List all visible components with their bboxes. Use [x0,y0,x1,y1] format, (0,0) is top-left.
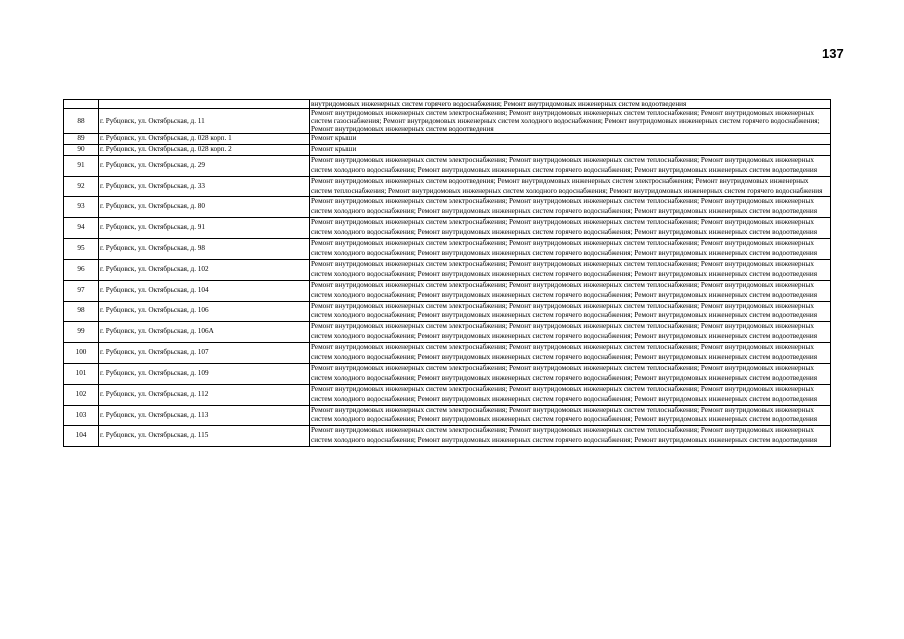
row-number [64,100,99,109]
row-address: г. Рубцовск, ул. Октябрьская, д. 80 [99,197,310,218]
table-row [64,197,831,218]
table-row [64,363,831,384]
table-row [64,301,831,322]
row-number: 104 [64,426,99,447]
table-row [64,259,831,280]
row-number: 101 [64,363,99,384]
table-row [64,218,831,239]
row-number: 98 [64,301,99,322]
row-address: г. Рубцовск, ул. Октябрьская, д. 028 корп. 1 [99,134,310,145]
row-number: 91 [64,155,99,176]
row-address: г. Рубцовск, ул. Октябрьская, д. 106 [99,301,310,322]
row-address: г. Рубцовск, ул. Октябрьская, д. 115 [99,426,310,447]
row-address: г. Рубцовск, ул. Октябрьская, д. 29 [99,155,310,176]
table-row [64,155,831,176]
row-address: г. Рубцовск, ул. Октябрьская, д. 104 [99,280,310,301]
row-works: Ремонт внутридомовых инженерных систем электроснабжения; Ремонт внутридомовых инженерных систем теплоснабжения; Ремонт внутридомовых инженерных систем холодного водоснабжения; Ремонт внутридомовых инженерных систем горячего водоснабжения; Ремонт внутридомовых инженерных систем водоотведения [310,343,831,364]
row-number: 94 [64,218,99,239]
table-row [64,343,831,364]
table-row [64,426,831,447]
table-row [64,239,831,260]
row-works: Ремонт внутридомовых инженерных систем электроснабжения; Ремонт внутридомовых инженерных систем теплоснабжения; Ремонт внутридомовых инженерных систем холодного водоснабжения; Ремонт внутридомовых инженерных систем горячего водоснабжения; Ремонт внутридомовых инженерных систем водоотведения [310,239,831,260]
row-works: Ремонт внутридомовых инженерных систем электроснабжения; Ремонт внутридомовых инженерных систем теплоснабжения; Ремонт внутридомовых инженерных систем холодного водоснабжения; Ремонт внутридомовых инженерных систем горячего водоснабжения; Ремонт внутридомовых инженерных систем водоотведения [310,322,831,343]
row-address: г. Рубцовск, ул. Октябрьская, д. 028 корп. 2 [99,144,310,155]
row-works: Ремонт внутридомовых инженерных систем электроснабжения; Ремонт внутридомовых инженерных систем теплоснабжения; Ремонт внутридомовых инженерных систем холодного водоснабжения; Ремонт внутридомовых инженерных систем горячего водоснабжения; Ремонт внутридомовых инженерных систем водоотведения [310,197,831,218]
row-number: 96 [64,259,99,280]
row-works: Ремонт внутридомовых инженерных систем электроснабжения; Ремонт внутридомовых инженерных систем теплоснабжения; Ремонт внутридомовых инженерных систем холодного водоснабжения; Ремонт внутридомовых инженерных систем горячего водоснабжения; Ремонт внутридомовых инженерных систем водоотведения [310,426,831,447]
row-works: Ремонт внутридомовых инженерных систем электроснабжения; Ремонт внутридомовых инженерных систем теплоснабжения; Ремонт внутридомовых инженерных систем холодного водоснабжения; Ремонт внутридомовых инженерных систем горячего водоснабжения; Ремонт внутридомовых инженерных систем водоотведения [310,384,831,405]
row-works: Ремонт внутридомовых инженерных систем электроснабжения; Ремонт внутридомовых инженерных систем теплоснабжения; Ремонт внутридомовых инженерных систем холодного водоснабжения; Ремонт внутридомовых инженерных систем горячего водоснабжения; Ремонт внутридомовых инженерных систем водоотведения [310,218,831,239]
row-number: 88 [64,109,99,134]
table-row [64,144,831,155]
row-address: г. Рубцовск, ул. Октябрьская, д. 102 [99,259,310,280]
page-number: 137 [822,46,844,61]
row-number: 93 [64,197,99,218]
row-number: 99 [64,322,99,343]
table-row [64,280,831,301]
row-address: г. Рубцовск, ул. Октябрьская, д. 112 [99,384,310,405]
table-row [64,384,831,405]
row-address [99,100,310,109]
repair-registry-table [63,99,831,447]
table-row [64,100,831,109]
table-row [64,134,831,145]
row-address: г. Рубцовск, ул. Октябрьская, д. 106А [99,322,310,343]
row-address: г. Рубцовск, ул. Октябрьская, д. 11 [99,109,310,134]
row-number: 92 [64,176,99,197]
row-address: г. Рубцовск, ул. Октябрьская, д. 107 [99,343,310,364]
row-works: Ремонт внутридомовых инженерных систем электроснабжения; Ремонт внутридомовых инженерных систем теплоснабжения; Ремонт внутридомовых инженерных систем холодного водоснабжения; Ремонт внутридомовых инженерных систем горячего водоснабжения; Ремонт внутридомовых инженерных систем водоотведения [310,405,831,426]
table-row [64,322,831,343]
row-works: Ремонт внутридомовых инженерных систем электроснабжения; Ремонт внутридомовых инженерных систем теплоснабжения; Ремонт внутридомовых инженерных систем холодного водоснабжения; Ремонт внутридомовых инженерных систем горячего водоснабжения; Ремонт внутридомовых инженерных систем водоотведения [310,301,831,322]
row-address: г. Рубцовск, ул. Октябрьская, д. 91 [99,218,310,239]
row-works: внутридомовых инженерных систем горячего водоснабжения; Ремонт внутридомовых инженерных систем водоотведения [310,100,831,109]
table-row [64,176,831,197]
row-works: Ремонт внутридомовых инженерных систем электроснабжения; Ремонт внутридомовых инженерных систем теплоснабжения; Ремонт внутридомовых инженерных систем газоснабжения; Ремонт внутридомовых инженерных систем холодного водоснабжения; Ремонт внутридомовых инженерных систем горячего водоснабжения; Ремонт внутридомовых инженерных систем водоотведения [310,109,831,134]
row-number: 97 [64,280,99,301]
row-works: Ремонт крыши [310,134,831,145]
row-number: 89 [64,134,99,145]
row-address: г. Рубцовск, ул. Октябрьская, д. 98 [99,239,310,260]
row-works: Ремонт внутридомовых инженерных систем электроснабжения; Ремонт внутридомовых инженерных систем теплоснабжения; Ремонт внутридомовых инженерных систем холодного водоснабжения; Ремонт внутридомовых инженерных систем горячего водоснабжения; Ремонт внутридомовых инженерных систем водоотведения [310,259,831,280]
row-address: г. Рубцовск, ул. Октябрьская, д. 109 [99,363,310,384]
row-number: 90 [64,144,99,155]
row-works: Ремонт внутридомовых инженерных систем электроснабжения; Ремонт внутридомовых инженерных систем теплоснабжения; Ремонт внутридомовых инженерных систем холодного водоснабжения; Ремонт внутридомовых инженерных систем горячего водоснабжения; Ремонт внутридомовых инженерных систем водоотведения [310,155,831,176]
row-works: Ремонт внутридомовых инженерных систем водоотведения; Ремонт внутридомовых инженерных систем электроснабжения; Ремонт внутридомовых инженерных систем теплоснабжения; Ремонт внутридомовых инженерных систем холодного водоснабжения; Ремонт внутридомовых инженерных систем горячего водоснабжения [310,176,831,197]
row-address: г. Рубцовск, ул. Октябрьская, д. 33 [99,176,310,197]
row-address: г. Рубцовск, ул. Октябрьская, д. 113 [99,405,310,426]
table-row [64,109,831,134]
row-works: Ремонт внутридомовых инженерных систем электроснабжения; Ремонт внутридомовых инженерных систем теплоснабжения; Ремонт внутридомовых инженерных систем холодного водоснабжения; Ремонт внутридомовых инженерных систем горячего водоснабжения; Ремонт внутридомовых инженерных систем водоотведения [310,280,831,301]
row-number: 95 [64,239,99,260]
row-number: 103 [64,405,99,426]
row-number: 102 [64,384,99,405]
row-works: Ремонт внутридомовых инженерных систем электроснабжения; Ремонт внутридомовых инженерных систем теплоснабжения; Ремонт внутридомовых инженерных систем холодного водоснабжения; Ремонт внутридомовых инженерных систем горячего водоснабжения; Ремонт внутридомовых инженерных систем водоотведения [310,363,831,384]
row-works: Ремонт крыши [310,144,831,155]
table-row [64,405,831,426]
row-number: 100 [64,343,99,364]
